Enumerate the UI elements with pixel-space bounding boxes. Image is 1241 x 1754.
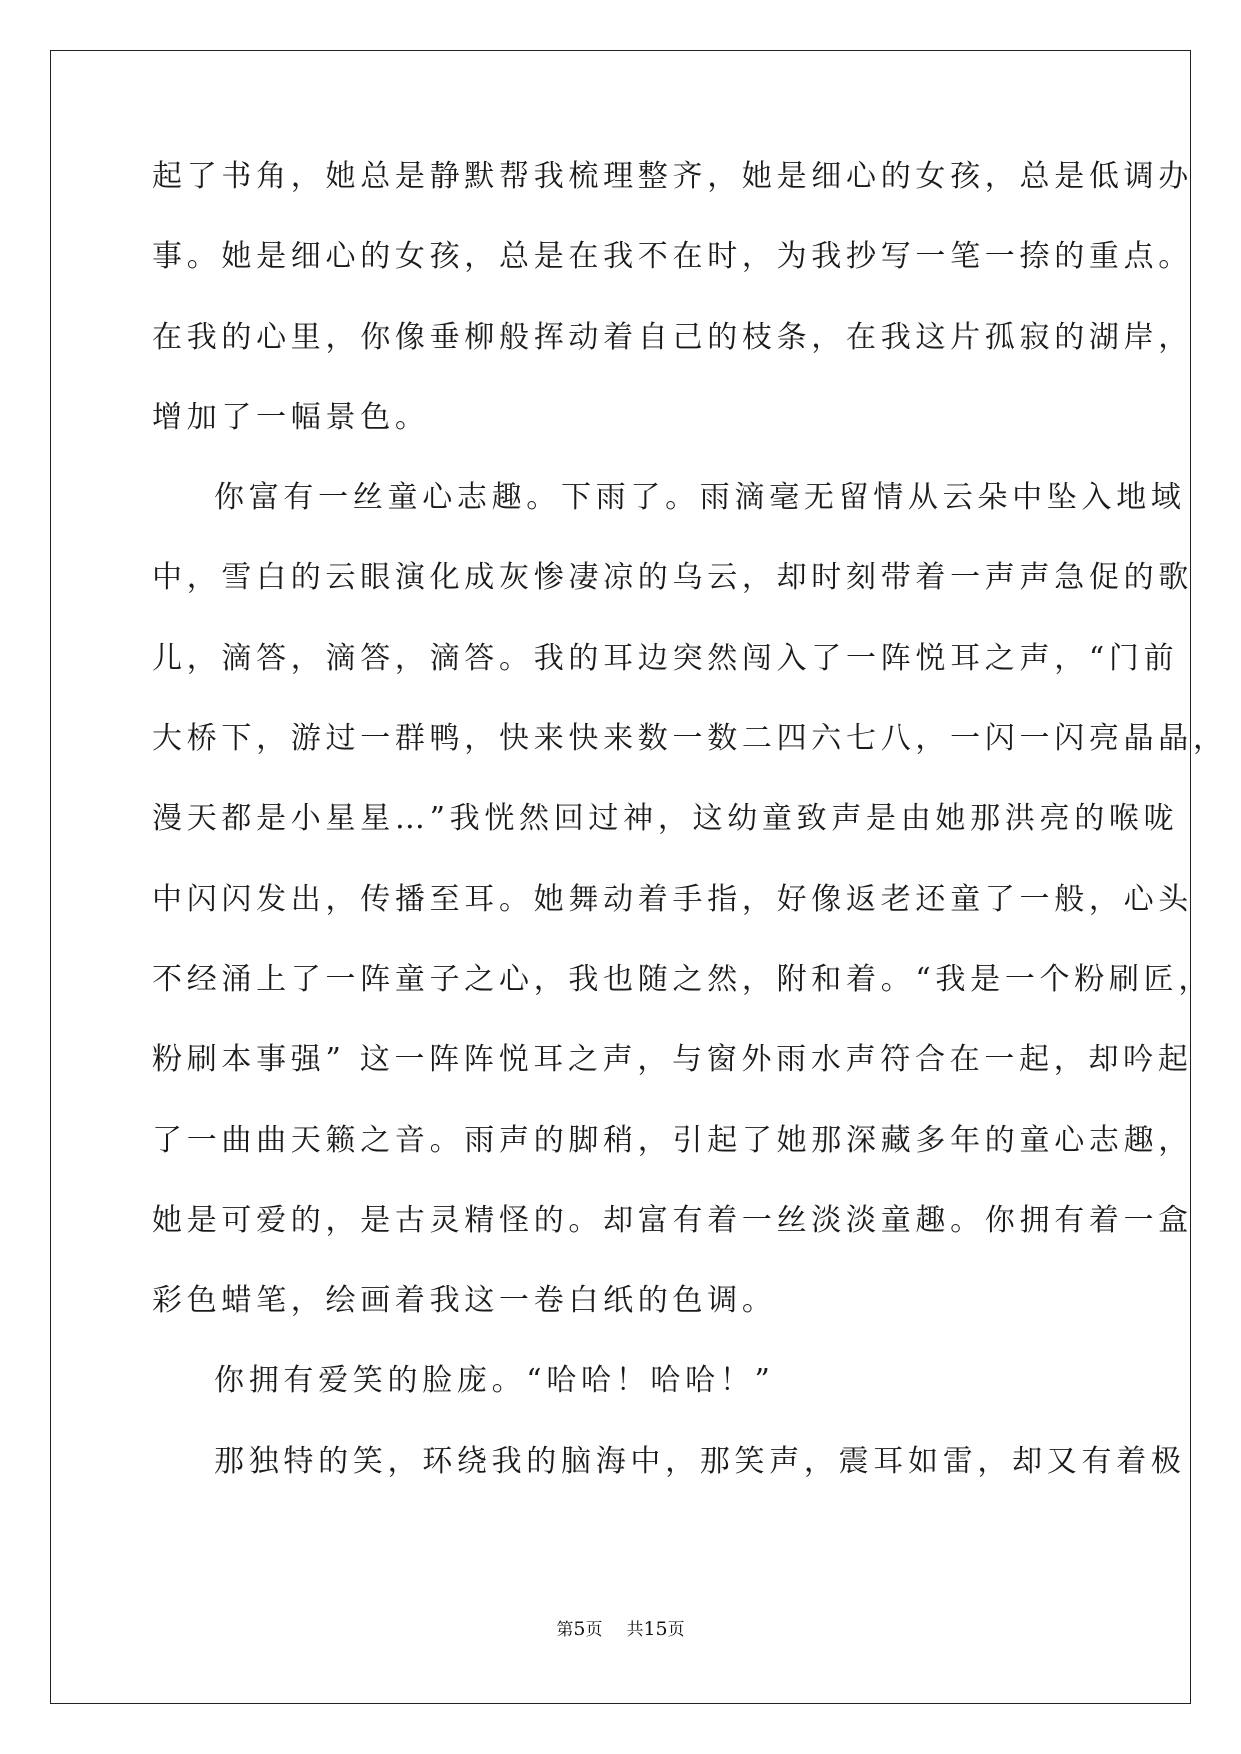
text-line: 起了书角，她总是静默帮我梳理整齐，她是细心的女孩，总是低调办 bbox=[152, 159, 1193, 194]
text-line: 彩色蜡笔，绘画着我这一卷白纸的色调。 bbox=[152, 1283, 777, 1319]
text-line: 粉刷本事强” 这一阵阵悦耳之声，与窗外雨水声符合在一起，却吟起 bbox=[152, 1042, 1193, 1078]
text-line: 中，雪白的云眼演化成灰惨凄凉的乌云，却时刻带着一声声急促的歌 bbox=[152, 560, 1193, 596]
footer-total-prefix: 共 bbox=[626, 1620, 644, 1640]
footer-page-suffix: 页 bbox=[585, 1620, 603, 1640]
footer-prefix: 第 bbox=[556, 1620, 574, 1640]
text-line: 事。她是细心的女孩，总是在我不在时，为我抄写一笔一捺的重点。 bbox=[152, 239, 1193, 275]
text-line: 她是可爱的，是古灵精怪的。却富有着一丝淡淡童趣。你拥有着一盒 bbox=[152, 1202, 1193, 1238]
text-line: 儿，滴答，滴答，滴答。我的耳边突然闯入了一阵悦耳之声，“门前 bbox=[152, 640, 1179, 676]
text-line: 在我的心里，你像垂柳般挥动着自己的枝条，在我这片孤寂的湖岸， bbox=[152, 319, 1193, 355]
text-line: 漫天都是小星星…”我恍然回过神，这幼童致声是由她那洪亮的喉咙 bbox=[152, 801, 1179, 837]
text-line: 你富有一丝童心志趣。下雨了。雨滴毫无留情从云朵中坠入地域 bbox=[214, 480, 1186, 516]
total-page-count: 15 bbox=[643, 1618, 668, 1640]
page-footer bbox=[0, 1615, 1241, 1640]
text-line: 你拥有爱笑的脸庞。“哈哈！哈哈！” bbox=[214, 1363, 775, 1399]
document-body bbox=[152, 159, 1228, 1527]
text-line: 那独特的笑，环绕我的脑海中，那笑声，震耳如雷，却又有着极 bbox=[214, 1443, 1186, 1479]
text-line: 中闪闪发出，传播至耳。她舞动着手指，好像返老还童了一般，心头 bbox=[152, 881, 1193, 917]
footer-total-suffix: 页 bbox=[667, 1620, 685, 1640]
text-line: 不经涌上了一阵童子之心，我也随之然，附和着。“我是一个粉刷匠， bbox=[152, 961, 1214, 997]
text-line: 了一曲曲天籁之音。雨声的脚稍，引起了她那深藏多年的童心志趣， bbox=[152, 1122, 1193, 1158]
text-line: 大桥下，游过一群鸭，快来快来数一数二四六七八，一闪一闪亮晶晶， bbox=[152, 721, 1228, 757]
current-page-number: 5 bbox=[573, 1618, 586, 1640]
text-line: 增加了一幅景色。 bbox=[152, 399, 430, 435]
